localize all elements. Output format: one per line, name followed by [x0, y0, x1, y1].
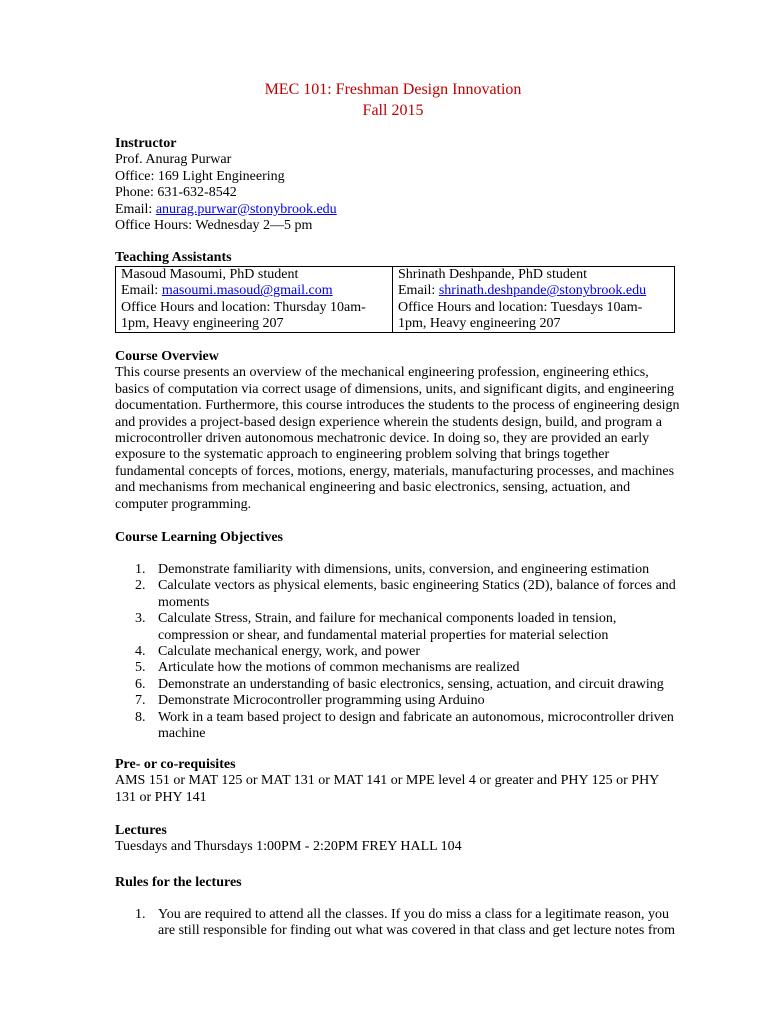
- instructor-office-hours: Office Hours: Wednesday 2—5 pm: [115, 218, 313, 234]
- ta-right-name: Shrinath Deshpande, PhD student: [398, 267, 587, 282]
- overview-line: microcontroller driven autonomous mechatronic device. In doing so, they are provided an early: [115, 431, 650, 447]
- rules-heading: Rules for the lectures: [115, 875, 242, 890]
- list-item: [115, 611, 675, 644]
- list-item: [115, 562, 675, 578]
- list-item: [115, 644, 675, 660]
- lectures-section: [115, 823, 675, 856]
- ta-left-hours-line2: 1pm, Heavy engineering 207: [121, 316, 284, 332]
- list-number: 8.: [135, 709, 146, 725]
- overview-line: computer programming.: [115, 496, 252, 512]
- overview-line: basics of computation via correct usage of dimensions, units, and significant digits, and engineering: [115, 381, 675, 397]
- list-item-text: Calculate mechanical energy, work, and power: [158, 644, 421, 660]
- ta-heading: Teaching Assistants: [115, 250, 232, 265]
- list-number: 3.: [135, 611, 146, 627]
- ta-right-hours-line2: 1pm, Heavy engineering 207: [398, 316, 561, 332]
- objectives-heading: Course Learning Objectives: [115, 530, 283, 545]
- overview-line: exposure to the systematic approach to engineering problem solving that brings together: [115, 447, 610, 463]
- list-item: [115, 693, 675, 709]
- ta-right-email-line: [398, 283, 674, 299]
- rules-list-block: [115, 907, 675, 940]
- prereq-line: 131 or PHY 141: [115, 789, 207, 805]
- overview-line: fundamental concepts of forces, motions, energy, materials, manufacturing processes, and machines: [115, 463, 675, 479]
- list-item-text: Calculate Stress, Strain, and failure for mechanical components loaded in tension,: [158, 611, 617, 627]
- ta-right-hours-line1: Office Hours and location: Tuesdays 10am-: [398, 299, 643, 315]
- ta-right-email-label: Email:: [398, 283, 439, 299]
- ta-left-hours-line1: Office Hours and location: Thursday 10am-: [121, 299, 366, 315]
- list-item-text: Work in a team based project to design and fabricate an autonomous, microcontroller driven: [158, 709, 674, 725]
- overview-heading: Course Overview: [115, 349, 219, 364]
- list-number: 7.: [135, 693, 146, 709]
- list-number: 5.: [135, 660, 146, 676]
- list-item: [115, 710, 675, 743]
- ta-cell-left: [116, 267, 393, 332]
- list-item-text: are still responsible for finding out what was covered in that class and get lecture notes from: [158, 923, 676, 939]
- overview-line: documentation. Furthermore, this course introduces the students to the process of engineering design: [115, 398, 680, 414]
- course-title: [0, 79, 768, 121]
- instructor-name: Prof. Anurag Purwar: [115, 152, 232, 168]
- instructor-phone: Phone: 631-632-8542: [115, 185, 237, 201]
- list-item-text: Articulate how the motions of common mechanisms are realized: [158, 660, 520, 676]
- lectures-schedule: Tuesdays and Thursdays 1:00PM - 2:20PM FREY HALL 104: [115, 839, 462, 855]
- overview-section: [115, 349, 680, 513]
- list-item-text: compression or shear, and fundamental material properties for material selection: [158, 627, 609, 643]
- course-title-line1: MEC 101: Freshman Design Innovation: [264, 81, 522, 98]
- list-item-text: You are required to attend all the classes. If you do miss a class for a legitimate reason, you: [158, 907, 669, 922]
- instructor-office: Office: 169 Light Engineering: [115, 168, 285, 184]
- list-number: 1.: [135, 907, 146, 922]
- ta-left-email-link[interactable]: masoumi.masoud@gmail.com: [161, 283, 333, 299]
- list-item-text: Demonstrate familiarity with dimensions, units, conversion, and engineering estimation: [158, 562, 650, 577]
- rules-list: [115, 907, 675, 940]
- ta-left-email-label: Email:: [121, 283, 162, 299]
- instructor-email-link[interactable]: anurag.purwar@stonybrook.edu: [155, 201, 337, 217]
- prereq-section: [115, 757, 675, 806]
- objectives-heading-block: [115, 530, 675, 546]
- prereq-line: AMS 151 or MAT 125 or MAT 131 or MAT 141 or MPE level 4 or greater and PHY 125 or PHY: [115, 773, 660, 789]
- overview-line: This course presents an overview of the mechanical engineering profession, engineering ethics,: [115, 365, 649, 381]
- ta-left-name: Masoud Masoumi, PhD student: [121, 267, 299, 282]
- instructor-email-line: [115, 202, 675, 218]
- overview-line: and provides a project-based design experience wherein the students design, build, and program a: [115, 414, 662, 430]
- ta-right-email-link[interactable]: shrinath.deshpande@stonybrook.edu: [438, 283, 647, 299]
- lectures-heading: Lectures: [115, 823, 167, 838]
- list-item: [115, 677, 675, 693]
- ta-cell-right: [393, 267, 674, 332]
- overview-line: and mechanisms from mechanical engineering and basic electronics, sensing, actuation, and: [115, 480, 631, 496]
- overview-paragraph: [115, 365, 680, 513]
- list-item-text: moments: [158, 594, 210, 610]
- list-number: 4.: [135, 644, 146, 660]
- ta-table: [115, 266, 675, 333]
- objectives-list-block: [115, 562, 675, 742]
- list-number: 1.: [135, 562, 146, 577]
- ta-section: [115, 250, 675, 266]
- objectives-list: [115, 562, 675, 742]
- course-term: Fall 2015: [362, 102, 424, 119]
- instructor-section: [115, 136, 675, 234]
- list-item-text: machine: [158, 726, 206, 742]
- instructor-email-label: Email:: [115, 201, 156, 217]
- list-item-text: Demonstrate an understanding of basic electronics, sensing, actuation, and circuit drawing: [158, 676, 664, 692]
- instructor-heading: Instructor: [115, 136, 177, 151]
- rules-heading-block: [115, 875, 675, 891]
- prereq-heading: Pre- or co-requisites: [115, 757, 236, 772]
- list-item: [115, 907, 675, 940]
- list-number: 6.: [135, 676, 146, 692]
- list-item: [115, 660, 675, 676]
- list-number: 2.: [135, 578, 146, 594]
- ta-left-email-line: [121, 283, 392, 299]
- list-item: [115, 578, 675, 611]
- list-item-text: Calculate vectors as physical elements, basic engineering Statics (2D), balance of forces and: [158, 578, 676, 594]
- list-item-text: Demonstrate Microcontroller programming using Arduino: [158, 693, 485, 709]
